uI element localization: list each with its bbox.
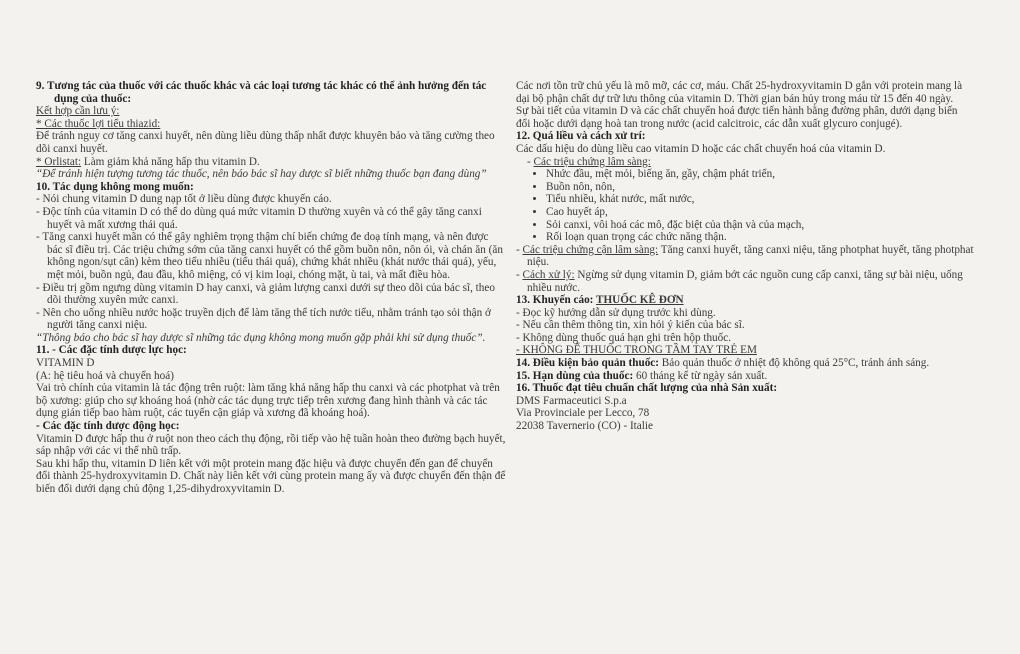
storage-text: Các nơi tồn trữ chủ yếu là mô mỡ, các cơ, máu. Chất 25-hydroxyvitamin D gắn với protein mang là dại bộ phận chất dự trữ lưu thông của vitamin D. Thời gian bán hủy trong máu từ 15 đến 40 ngày.: [516, 80, 963, 105]
list-item: • Tiểu nhiều, khát nước, mất nước,: [546, 193, 974, 206]
list-item: • Buồn nôn, nôn,: [546, 181, 974, 194]
orlistat-label: * Orlistat:: [36, 155, 82, 168]
early-symptoms-line: - Các triệu chứng lâm sàng:: [527, 155, 651, 168]
right-column: [516, 80, 974, 433]
advice-item: - Nếu cần thêm thông tin, xin hỏi ý kiến của bác sĩ.: [516, 319, 745, 332]
drug-group: (A: hệ tiêu hoá và chuyển hoá): [36, 369, 174, 382]
manufacturer-line: 22038 Tavernerio (CO) - Italie: [516, 420, 653, 433]
manufacturer-line: Via Provinciale per Lecco, 78: [516, 407, 650, 420]
manufacturer-line: DMS Farmaceutici S.p.a: [516, 394, 627, 407]
overdose-intro: Các dấu hiệu do dùng liều cao vitamin D hoặc các chất chuyển hoá của vitamin D.: [516, 142, 886, 155]
section-9-title: 9. Tương tác của thuốc với các thuốc khác và các loại tương tác khác có thể ảnh hưởng đến tác dụng của thuốc:: [36, 80, 487, 105]
section-11-title: 11. - Các đặc tính dược lực học:: [36, 344, 187, 357]
lab-symptoms-text: Tăng canxi huyết, tăng canxi niệu, tăng photphat huyết, tăng photphat niệu.: [527, 243, 974, 269]
advice-item: - Đọc kỹ hướng dẫn sử dụng trước khi dùng.: [516, 306, 716, 319]
section-14-title: 14. Điều kiện bảo quản thuốc:: [516, 357, 659, 370]
section-13-title: 13. Khuyến cáo:: [516, 294, 596, 307]
section-13-line: [516, 294, 974, 307]
section-16-title: 16. Thuốc đạt tiêu chuẩn chất lượng của nhà Sản xuất:: [516, 382, 778, 395]
excretion-text: Sự bài tiết của vitamin D và các chất chuyển hoá được tiến hành bằng đường phân, dưới dạng biến đổi hoặc dưới dạng hoà tan trong nước (acid calcitroic, các dẫn xuất glycuro conjugé).: [516, 105, 958, 130]
section-12-title: 12. Quá liều và cách xử trí:: [516, 130, 646, 143]
list-item: • Sỏi canxi, vôi hoá các mô, đặc biệt của thận và của mạch,: [546, 219, 974, 232]
thiazid-text: Để tránh nguy cơ tăng canxi huyết, nên dùng liều dùng thấp nhất được khuyên bảo và tăng cường theo dõi canxi huyết.: [36, 130, 495, 155]
thiazid-label: * Các thuốc lợi tiểu thiazid:: [36, 117, 161, 130]
section-15-title: 15. Hạn dùng của thuốc:: [516, 369, 634, 382]
section-10-title: 10. Tác dụng không mong muốn:: [36, 180, 194, 193]
orlistat-line: [36, 156, 506, 169]
prescription-warning: THUỐC KÊ ĐƠN: [595, 294, 684, 307]
lab-symptoms-label: Các triệu chứng cận lâm sàng:: [522, 243, 659, 256]
pharmacokinetics-p1: Vitamin D được hấp thu ở ruột non theo cách thụ động, rồi tiếp vào hệ tuần hoàn theo đường bạch huyết, sáp nhập với các vi thể nhũ trấp.: [36, 432, 506, 458]
side-effect-item: - Nói chung vitamin D dung nạp tốt ở liều dùng được khuyến cáo.: [36, 193, 332, 206]
early-symptoms-label: Các triệu chứng lâm sàng:: [533, 155, 651, 168]
note-label: Kết hợp cần lưu ý:: [36, 105, 120, 118]
pharmacokinetics-title: - Các đặc tính dược động học:: [36, 420, 180, 433]
side-effect-quote: “Thông báo cho bác sĩ hay dược sĩ những tác dụng không mong muốn gặp phải khi sử dụng thuốc”.: [36, 331, 486, 344]
lab-symptoms-line: - Các triệu chứng cận lâm sàng: Tăng canxi huyết, tăng canxi niệu, tăng photphat huyết, tăng photphat niệu.: [516, 243, 974, 269]
list-item: • Nhức đầu, mệt mỏi, biếng ăn, gầy, chậm phát triển,: [546, 168, 974, 181]
side-effect-item: - Tăng canxi huyết mãn có thể gây nghiêm trọng thậm chí biến chứng đe doạ tính mạng, và nên được bác sĩ điều trị. Các triệu chứng sớm của tăng canxi huyết có thể gồm buồn nôn, nôn ói, và chán ăn (ăn không ngon/sụt cân) kèm theo tiểu nhiều (tiểu thái quá), chứng khát nhiều (khát nước thái quá), yếu, mệt mỏi, buồn ngủ, đau đầu, khô miệng, có vị kim loại, chóng mặt, ù tai, và mất điều hòa.: [36, 231, 503, 281]
advice-item: - Không dùng thuốc quá hạn ghi trên hộp thuốc.: [516, 331, 732, 344]
treatment-line: - Cách xử lý: Ngừng sử dụng vitamin D, giảm bớt các nguồn cung cấp canxi, tăng sự bài niệu, uống nhiều nước.: [516, 268, 963, 294]
section-15-text: 60 tháng kể từ ngày sản xuất.: [633, 369, 768, 382]
list-item: • Rối loạn quan trọng các chức năng thận.: [546, 231, 974, 244]
treatment-text: Ngừng sử dụng vitamin D, giảm bớt các nguồn cung cấp canxi, tăng sự bài niệu, uống nhiều nước.: [527, 268, 963, 294]
pharmacokinetics-p2: Sau khi hấp thu, vitamin D liên kết với một protein mang đặc hiệu và được chuyển đến gan để chuyển đổi thành 25-hydroxyvitamin D. Chất này liên kết với cùng protein mang ấy và được chuyển đến thận để biến đổi dưới dạng chủ động 1,25-dihydroxyvitamin D.: [36, 457, 506, 495]
section-15-line: [516, 370, 974, 383]
treatment-label: Cách xử lý:: [522, 268, 575, 281]
keep-away-children: - KHÔNG ĐỂ THUỐC TRONG TẦM TAY TRẺ EM: [516, 344, 757, 357]
side-effect-item: - Nên cho uống nhiều nước hoặc truyền dịch để làm tăng thể tích nước tiểu, nhằm tránh tạo sỏi thận ở người tăng canxi niệu.: [36, 306, 491, 332]
section-14-text: Bảo quản thuốc ở nhiệt độ không quá 25°C, tránh ánh sáng.: [659, 357, 930, 370]
left-column: [36, 80, 506, 496]
early-symptoms-list: [516, 168, 974, 244]
section-14-line: [516, 357, 974, 370]
list-item: • Cao huyết áp,: [546, 206, 974, 219]
pharmacodynamics-text: Vai trò chính của vitamin là tác động trên ruột: làm tăng khả năng hấp thu canxi và các photphat và trên bộ xương: giúp cho sự khoáng hoá (nhờ các tác dụng trực tiếp trên xương đang hình thành và các tác dụng gián tiếp bao hàm ruột, các tuyến cận giáp và xương đã khoáng hoá).: [36, 382, 500, 420]
side-effect-item: - Độc tính của vitamin D có thể do dùng quá mức vitamin D thường xuyên và có thể gây tăng canxi huyết và mất xương thái quá.: [36, 205, 482, 231]
drug-name: VITAMIN D: [36, 357, 95, 370]
interaction-quote: “Để tránh hiện tượng tương tác thuốc, nên báo bác sĩ hay dược sĩ biết những thuốc bạn đang dùng”: [36, 168, 487, 181]
side-effect-item: - Điều trị gồm ngưng dùng vitamin D hay canxi, và giảm lượng canxi dưới sự theo dõi của bác sĩ, theo dõi thường xuyên mức canxi.: [36, 281, 495, 307]
orlistat-text: Làm giảm khả năng hấp thu vitamin D.: [81, 155, 260, 168]
